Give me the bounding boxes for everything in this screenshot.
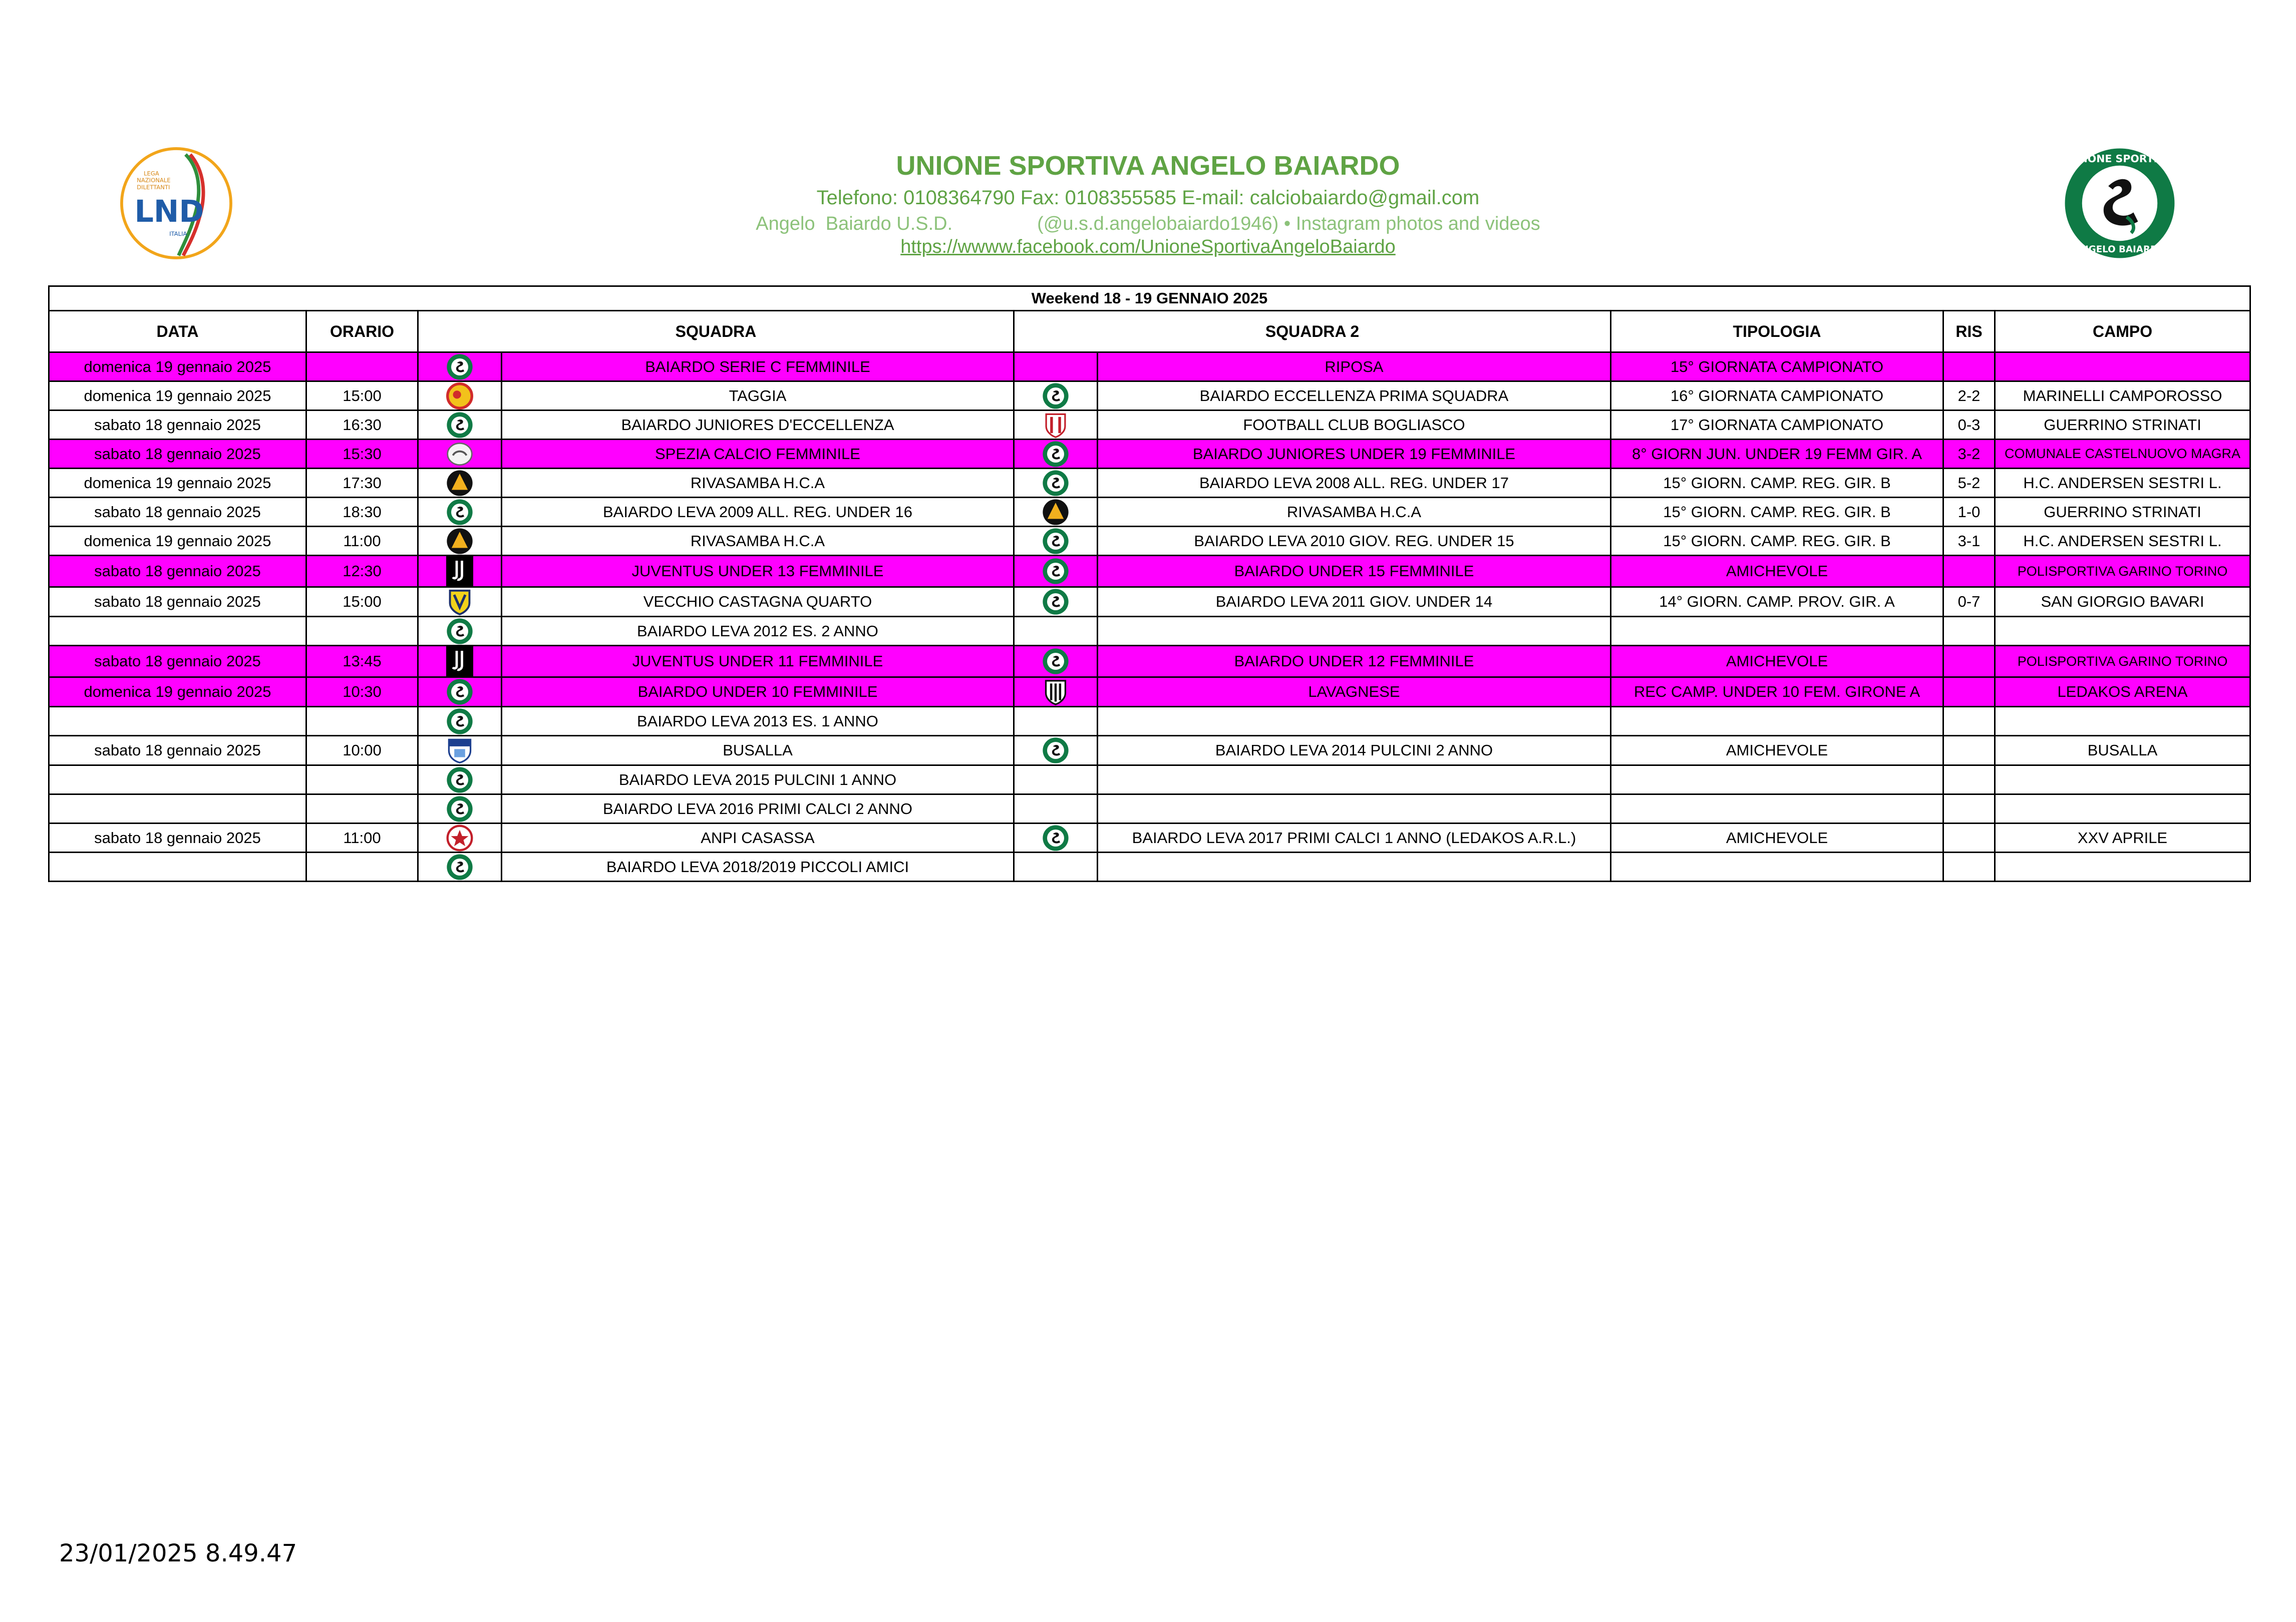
juventus-crest-icon — [418, 646, 502, 677]
cell-orario: 15:00 — [306, 381, 418, 411]
spezia-crest-icon — [418, 440, 502, 469]
baiardo-crest-icon — [1014, 440, 1098, 469]
cell-campo: LEDAKOS ARENA — [1995, 677, 2250, 707]
cell-squadra: JUVENTUS UNDER 13 FEMMINILE — [502, 556, 1014, 587]
cell-squadra: SPEZIA CALCIO FEMMINILE — [502, 440, 1014, 469]
baiardo-crest-icon — [418, 794, 502, 824]
social-name: Angelo Baiardo U.S.D. — [756, 213, 953, 234]
cell-squadra2 — [1098, 794, 1611, 824]
cell-orario — [306, 352, 418, 381]
table-row — [49, 440, 2250, 469]
table-row — [49, 556, 2250, 587]
cell-data — [49, 794, 306, 824]
cell-campo: H.C. ANDERSEN SESTRI L. — [1995, 527, 2250, 556]
cell-ris: 3-2 — [1943, 440, 1995, 469]
cell-tipologia — [1611, 853, 1943, 882]
schedule-table — [48, 285, 2251, 882]
cell-squadra2: BAIARDO LEVA 2017 PRIMI CALCI 1 ANNO (LEDAKOS A.R.L.) — [1098, 824, 1611, 853]
social-instagram: (@u.s.d.angelobaiardo1946) • Instagram photos and videos — [1037, 213, 1540, 234]
cell-campo: BUSALLA — [1995, 736, 2250, 765]
cell-tipologia: AMICHEVOLE — [1611, 736, 1943, 765]
cell-data: sabato 18 gennaio 2025 — [49, 411, 306, 440]
cell-data: domenica 19 gennaio 2025 — [49, 352, 306, 381]
taggia-crest-icon — [418, 381, 502, 411]
club-header — [551, 148, 1745, 258]
baiardo-crest-icon — [1014, 381, 1098, 411]
facebook-link[interactable]: https://wwww.facebook.com/UnioneSportivaAngeloBaiardo — [900, 236, 1396, 257]
empty-logo-cell — [1014, 707, 1098, 736]
col-ris: RIS — [1943, 311, 1995, 352]
cell-campo — [1995, 352, 2250, 381]
cell-ris — [1943, 646, 1995, 677]
empty-logo-cell — [1014, 352, 1098, 381]
cell-squadra: TAGGIA — [502, 381, 1014, 411]
table-row — [49, 765, 2250, 794]
cell-squadra2: BAIARDO UNDER 12 FEMMINILE — [1098, 646, 1611, 677]
cell-squadra: BUSALLA — [502, 736, 1014, 765]
col-data: DATA — [49, 311, 306, 352]
baiardo-crest-icon — [418, 411, 502, 440]
cell-campo: SAN GIORGIO BAVARI — [1995, 587, 2250, 617]
table-row — [49, 381, 2250, 411]
cell-orario — [306, 794, 418, 824]
cell-squadra: ANPI CASASSA — [502, 824, 1014, 853]
cell-squadra2: BAIARDO LEVA 2011 GIOV. UNDER 14 — [1098, 587, 1611, 617]
cell-squadra2: BAIARDO JUNIORES UNDER 19 FEMMINILE — [1098, 440, 1611, 469]
cell-tipologia: REC CAMP. UNDER 10 FEM. GIRONE A — [1611, 677, 1943, 707]
cell-squadra2 — [1098, 853, 1611, 882]
baiardo-crest-icon — [418, 617, 502, 646]
club-social — [551, 212, 1745, 235]
cell-campo — [1995, 617, 2250, 646]
table-row — [49, 736, 2250, 765]
cell-orario — [306, 707, 418, 736]
club-title: UNIONE SPORTIVA ANGELO BAIARDO — [896, 151, 1400, 181]
juventus-crest-icon — [418, 556, 502, 587]
table-row — [49, 587, 2250, 617]
table-row — [49, 824, 2250, 853]
col-campo: CAMPO — [1995, 311, 2250, 352]
baiardo-crest-icon — [418, 498, 502, 527]
cell-squadra2: LAVAGNESE — [1098, 677, 1611, 707]
cell-orario: 18:30 — [306, 498, 418, 527]
cell-orario: 10:30 — [306, 677, 418, 707]
cell-squadra: BAIARDO JUNIORES D'ECCELLENZA — [502, 411, 1014, 440]
cell-campo — [1995, 765, 2250, 794]
table-row — [49, 677, 2250, 707]
svg-text:DILETTANTI: DILETTANTI — [137, 184, 170, 191]
col-squadra: SQUADRA — [418, 311, 1014, 352]
cell-squadra: BAIARDO LEVA 2009 ALL. REG. UNDER 16 — [502, 498, 1014, 527]
table-row — [49, 527, 2250, 556]
cell-ris — [1943, 765, 1995, 794]
cell-ris — [1943, 736, 1995, 765]
cell-ris — [1943, 794, 1995, 824]
svg-text:LND: LND — [134, 194, 204, 230]
table-row — [49, 411, 2250, 440]
cell-orario: 13:45 — [306, 646, 418, 677]
baiardo-crest-icon — [418, 677, 502, 707]
cell-ris — [1943, 617, 1995, 646]
table-row — [49, 853, 2250, 882]
bogliasco-crest-icon — [1014, 411, 1098, 440]
baiardo-crest-icon — [418, 707, 502, 736]
print-timestamp: 23/01/2025 8.49.47 — [59, 1539, 297, 1567]
cell-ris — [1943, 677, 1995, 707]
cell-squadra: BAIARDO LEVA 2018/2019 PICCOLI AMICI — [502, 853, 1014, 882]
cell-squadra2: FOOTBALL CLUB BOGLIASCO — [1098, 411, 1611, 440]
cell-campo: POLISPORTIVA GARINO TORINO — [1995, 646, 2250, 677]
cell-data: domenica 19 gennaio 2025 — [49, 381, 306, 411]
cell-ris — [1943, 824, 1995, 853]
cell-squadra2 — [1098, 765, 1611, 794]
table-row — [49, 469, 2250, 498]
cell-orario: 15:00 — [306, 587, 418, 617]
cell-data: sabato 18 gennaio 2025 — [49, 824, 306, 853]
cell-data — [49, 617, 306, 646]
cell-ris — [1943, 853, 1995, 882]
cell-ris: 0-7 — [1943, 587, 1995, 617]
cell-squadra: RIVASAMBA H.C.A — [502, 469, 1014, 498]
cell-orario: 16:30 — [306, 411, 418, 440]
cell-orario: 11:00 — [306, 824, 418, 853]
cell-squadra2: RIPOSA — [1098, 352, 1611, 381]
rivasamba-crest-icon — [418, 527, 502, 556]
cell-tipologia — [1611, 765, 1943, 794]
cell-squadra: BAIARDO SERIE C FEMMINILE — [502, 352, 1014, 381]
empty-logo-cell — [1014, 617, 1098, 646]
cell-orario: 10:00 — [306, 736, 418, 765]
cell-tipologia — [1611, 794, 1943, 824]
cell-squadra2: BAIARDO LEVA 2010 GIOV. REG. UNDER 15 — [1098, 527, 1611, 556]
cell-data: sabato 18 gennaio 2025 — [49, 498, 306, 527]
cell-data: domenica 19 gennaio 2025 — [49, 469, 306, 498]
cell-ris: 2-2 — [1943, 381, 1995, 411]
cell-orario — [306, 853, 418, 882]
baiardo-crest-icon — [418, 765, 502, 794]
cell-campo: COMUNALE CASTELNUOVO MAGRA — [1995, 440, 2250, 469]
baiardo-crest-icon — [418, 853, 502, 882]
baiardo-crest-icon — [1014, 527, 1098, 556]
cell-squadra: BAIARDO LEVA 2013 ES. 1 ANNO — [502, 707, 1014, 736]
baiardo-crest-icon — [1014, 824, 1098, 853]
cell-tipologia — [1611, 707, 1943, 736]
empty-logo-cell — [1014, 853, 1098, 882]
empty-logo-cell — [1014, 794, 1098, 824]
lavagnese-crest-icon — [1014, 677, 1098, 707]
cell-orario: 11:00 — [306, 527, 418, 556]
col-orario: ORARIO — [306, 311, 418, 352]
table-row — [49, 352, 2250, 381]
cell-tipologia: 15° GIORN. CAMP. REG. GIR. B — [1611, 527, 1943, 556]
rivasamba-crest-icon — [1014, 498, 1098, 527]
cell-campo: H.C. ANDERSEN SESTRI L. — [1995, 469, 2250, 498]
cell-ris: 5-2 — [1943, 469, 1995, 498]
cell-tipologia: AMICHEVOLE — [1611, 556, 1943, 587]
svg-text:NAZIONALE: NAZIONALE — [137, 177, 171, 184]
cell-tipologia: 8° GIORN JUN. UNDER 19 FEMM GIR. A — [1611, 440, 1943, 469]
baiardo-crest-icon — [1014, 556, 1098, 587]
anpi-crest-icon — [418, 824, 502, 853]
cell-campo: POLISPORTIVA GARINO TORINO — [1995, 556, 2250, 587]
cell-tipologia: AMICHEVOLE — [1611, 824, 1943, 853]
cell-orario: 17:30 — [306, 469, 418, 498]
cell-data: sabato 18 gennaio 2025 — [49, 440, 306, 469]
table-row — [49, 617, 2250, 646]
rivasamba-crest-icon — [418, 469, 502, 498]
baiardo-crest-icon — [1014, 736, 1098, 765]
cell-ris: 3-1 — [1943, 527, 1995, 556]
cell-squadra2 — [1098, 617, 1611, 646]
cell-campo: XXV APRILE — [1995, 824, 2250, 853]
cell-campo — [1995, 853, 2250, 882]
cell-campo: GUERRINO STRINATI — [1995, 411, 2250, 440]
cell-squadra: RIVASAMBA H.C.A — [502, 527, 1014, 556]
cell-squadra2: BAIARDO ECCELLENZA PRIMA SQUADRA — [1098, 381, 1611, 411]
cell-squadra2: BAIARDO UNDER 15 FEMMINILE — [1098, 556, 1611, 587]
cell-tipologia: 17° GIORNATA CAMPIONATO — [1611, 411, 1943, 440]
svg-text:UNIONE SPORTIVA: UNIONE SPORTIVA — [2067, 152, 2173, 165]
table-row — [49, 646, 2250, 677]
baiardo-crest-icon — [1014, 587, 1098, 617]
cell-tipologia: 14° GIORN. CAMP. PROV. GIR. A — [1611, 587, 1943, 617]
cell-tipologia: 15° GIORNATA CAMPIONATO — [1611, 352, 1943, 381]
cell-data: sabato 18 gennaio 2025 — [49, 587, 306, 617]
col-squadra2: SQUADRA 2 — [1014, 311, 1611, 352]
cell-campo — [1995, 794, 2250, 824]
table-row — [49, 794, 2250, 824]
cell-campo: GUERRINO STRINATI — [1995, 498, 2250, 527]
baiardo-crest-icon — [418, 352, 502, 381]
cell-squadra2: RIVASAMBA H.C.A — [1098, 498, 1611, 527]
cell-squadra2: BAIARDO LEVA 2014 PULCINI 2 ANNO — [1098, 736, 1611, 765]
cell-orario: 12:30 — [306, 556, 418, 587]
club-contacts: Telefono: 0108364790 Fax: 0108355585 E-mail: calciobaiardo@gmail.com — [816, 187, 1480, 209]
castagna-crest-icon — [418, 587, 502, 617]
cell-squadra: VECCHIO CASTAGNA QUARTO — [502, 587, 1014, 617]
baiardo-crest-logo — [2063, 146, 2177, 260]
table-row — [49, 707, 2250, 736]
cell-data: domenica 19 gennaio 2025 — [49, 677, 306, 707]
cell-squadra: JUVENTUS UNDER 11 FEMMINILE — [502, 646, 1014, 677]
cell-squadra2: BAIARDO LEVA 2008 ALL. REG. UNDER 17 — [1098, 469, 1611, 498]
baiardo-crest-icon — [1014, 646, 1098, 677]
cell-ris — [1943, 352, 1995, 381]
cell-tipologia: 15° GIORN. CAMP. REG. GIR. B — [1611, 469, 1943, 498]
empty-logo-cell — [1014, 765, 1098, 794]
schedule-body — [49, 352, 2250, 882]
table-row — [49, 498, 2250, 527]
cell-tipologia: 16° GIORNATA CAMPIONATO — [1611, 381, 1943, 411]
cell-ris — [1943, 707, 1995, 736]
cell-campo: MARINELLI CAMPOROSSO — [1995, 381, 2250, 411]
cell-data: domenica 19 gennaio 2025 — [49, 527, 306, 556]
cell-data: sabato 18 gennaio 2025 — [49, 646, 306, 677]
svg-text:ITALIA: ITALIA — [169, 230, 187, 237]
cell-squadra: BAIARDO LEVA 2015 PULCINI 1 ANNO — [502, 765, 1014, 794]
cell-squadra: BAIARDO LEVA 2016 PRIMI CALCI 2 ANNO — [502, 794, 1014, 824]
cell-tipologia — [1611, 617, 1943, 646]
cell-tipologia: AMICHEVOLE — [1611, 646, 1943, 677]
busalla-crest-icon — [418, 736, 502, 765]
cell-data — [49, 765, 306, 794]
baiardo-crest-icon — [1014, 469, 1098, 498]
cell-data — [49, 853, 306, 882]
cell-squadra2 — [1098, 707, 1611, 736]
week-title: Weekend 18 - 19 GENNAIO 2025 — [49, 286, 2250, 311]
cell-orario — [306, 617, 418, 646]
svg-text:ANGELO BAIARDO: ANGELO BAIARDO — [2074, 244, 2166, 255]
cell-orario — [306, 765, 418, 794]
svg-text:LEGA: LEGA — [144, 170, 159, 177]
cell-squadra: BAIARDO LEVA 2012 ES. 2 ANNO — [502, 617, 1014, 646]
cell-ris: 1-0 — [1943, 498, 1995, 527]
col-tipologia: TIPOLOGIA — [1611, 311, 1943, 352]
cell-data: sabato 18 gennaio 2025 — [49, 556, 306, 587]
cell-orario: 15:30 — [306, 440, 418, 469]
cell-ris — [1943, 556, 1995, 587]
cell-data: sabato 18 gennaio 2025 — [49, 736, 306, 765]
cell-campo — [1995, 707, 2250, 736]
cell-data — [49, 707, 306, 736]
cell-tipologia: 15° GIORN. CAMP. REG. GIR. B — [1611, 498, 1943, 527]
cell-ris: 0-3 — [1943, 411, 1995, 440]
cell-squadra: BAIARDO UNDER 10 FEMMINILE — [502, 677, 1014, 707]
lnd-logo — [118, 145, 234, 261]
